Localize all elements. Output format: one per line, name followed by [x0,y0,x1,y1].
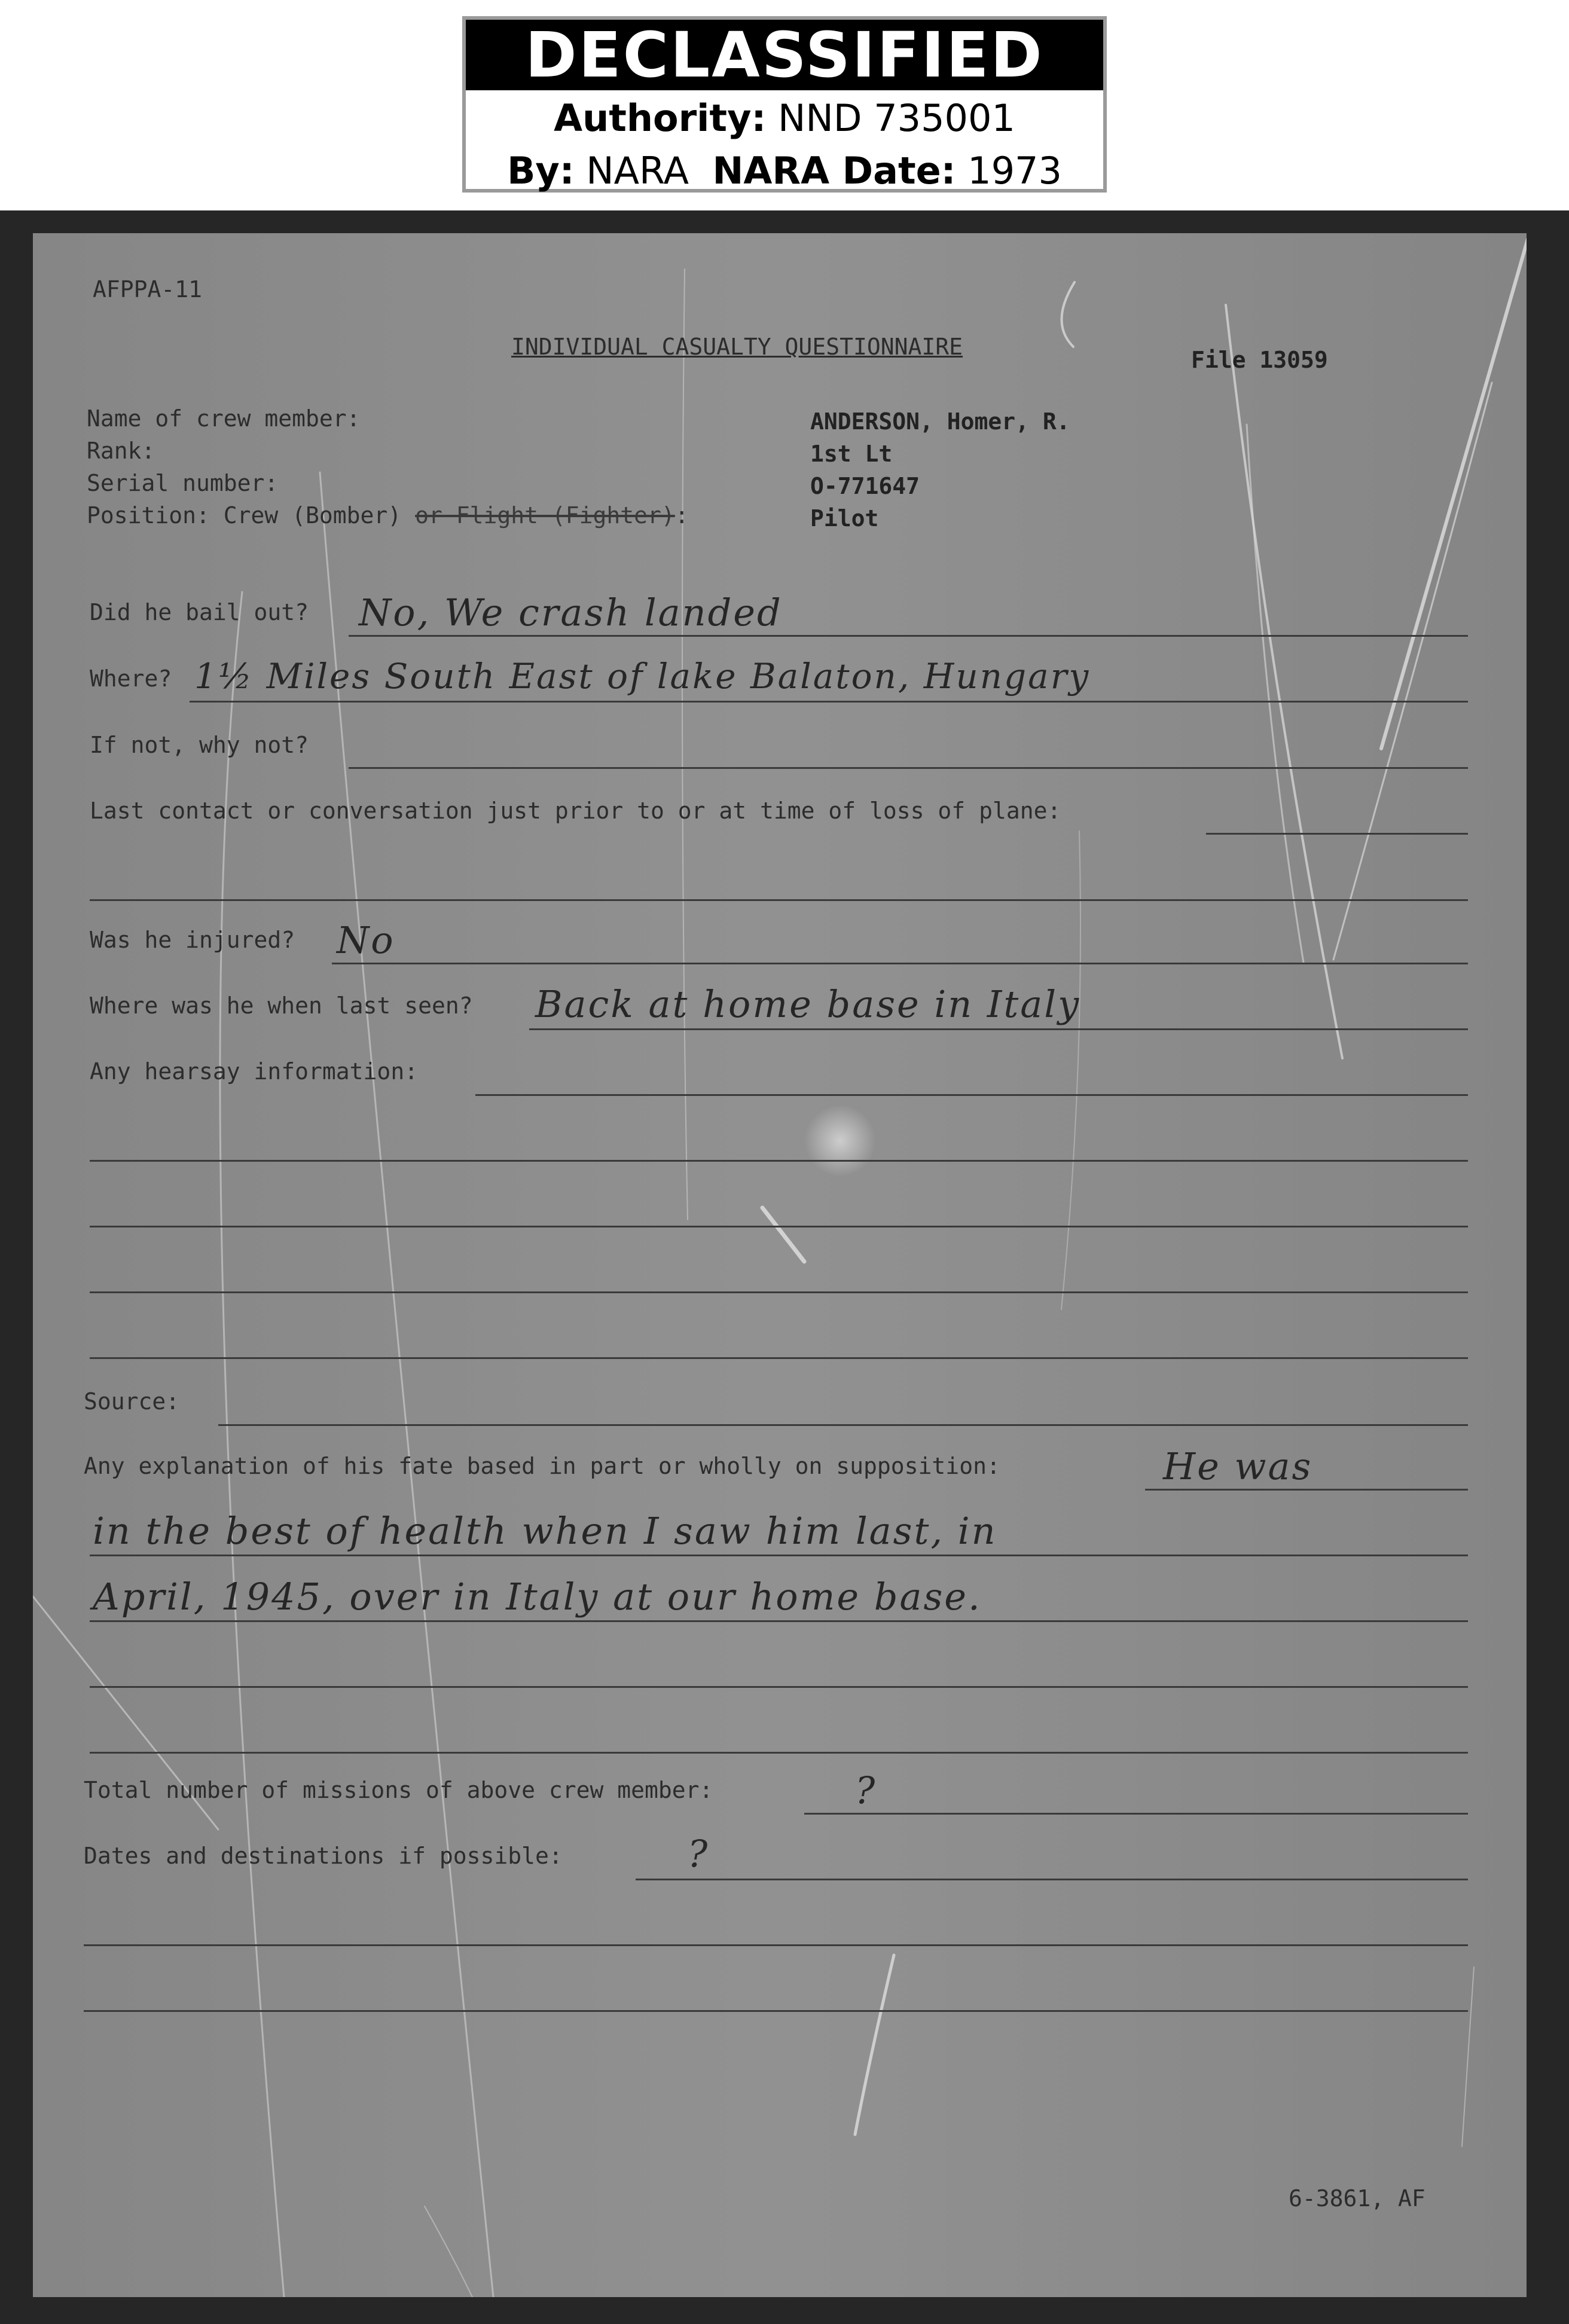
answer-last-seen: Back at home base in Italy [535,982,1081,1026]
question-bail-out: Did he bail out? [90,599,309,625]
value-position: Pilot [810,505,879,532]
stamp-date-label: NARA Date: [712,149,956,193]
scanned-document [0,210,1569,2324]
answer-line [804,1813,1468,1815]
answer-dates: ? [688,1832,710,1876]
answer-line [90,1752,1468,1754]
label-name: Name of crew member: [87,405,361,432]
stamp-by-date [466,146,1103,196]
value-rank: 1st Lt [810,441,893,467]
film-scratches [33,233,1527,2297]
value-name: ANDERSON, Homer, R. [810,408,1070,435]
label-position [87,502,689,529]
label-rank: Rank: [87,438,155,464]
answer-line [636,1879,1468,1880]
answer-line [90,899,1468,901]
answer-where-text: Miles South East of lake Balaton, Hungary [266,656,1091,697]
answer-line [84,2010,1468,2012]
stamp-by-label: By: [507,149,575,193]
stamp-authority [466,94,1103,143]
answer-line [1206,833,1468,835]
question-injured: Was he injured? [90,927,295,953]
stamp-authority-label: Authority: [554,96,767,140]
answer-line [84,1944,1468,1946]
declassified-stamp [462,16,1107,193]
stamp-date-value: 1973 [967,149,1062,193]
question-hearsay: Any hearsay information: [90,1058,419,1085]
answer-line [349,635,1468,637]
question-if-not: If not, why not? [90,732,309,758]
answer-line [90,1160,1468,1162]
question-dates: Dates and destinations if possible: [84,1843,563,1869]
form-code: AFPPA-11 [93,276,203,303]
stamp-authority-value: NND 735001 [778,96,1015,140]
answer-line [90,1357,1468,1359]
answer-missions: ? [855,1769,877,1812]
stamp-by-value: NARA [586,149,689,193]
value-serial: O-771647 [810,473,920,499]
answer-line [475,1094,1468,1096]
answer-line [218,1424,1468,1426]
questionnaire-page [33,233,1527,2297]
stamp-title: DECLASSIFIED [466,20,1103,90]
answer-line [332,963,1468,964]
question-explanation: Any explanation of his fate based in part or wholly on supposition: [84,1453,1000,1479]
form-number: 6-3861, AF [1289,2185,1425,2212]
label-position-suffix: : [674,502,689,529]
answer-explanation-3: April, 1945, over in Italy at our home base. [93,1575,982,1618]
answer-line [90,1686,1468,1688]
answer-injured: No [337,918,395,962]
question-source: Source: [84,1388,180,1415]
answer-line [90,1291,1468,1293]
answer-bail-out: No, We crash landed [359,591,783,634]
label-position-prefix: Position: Crew (Bomber) [87,502,402,529]
question-last-contact: Last contact or conversation just prior to or at time of loss of plane: [90,798,1061,824]
answer-line [349,767,1468,769]
answer-line [1145,1489,1468,1491]
question-where: Where? [90,665,172,692]
answer-line [90,1555,1468,1556]
answer-where [194,655,1090,697]
answer-line [529,1028,1468,1030]
answer-where-fraction: 1½ [194,656,254,697]
question-last-seen: Where was he when last seen? [90,992,473,1019]
label-position-struck: or Flight (Fighter) [415,502,675,529]
question-missions: Total number of missions of above crew member: [84,1777,713,1803]
answer-line [90,1226,1468,1227]
file-number: File 13059 [1191,347,1328,373]
answer-line [190,701,1468,703]
answer-explanation-2: in the best of health when I saw him last, in [93,1509,997,1553]
answer-line [90,1620,1468,1622]
label-serial: Serial number: [87,470,279,496]
document-title: INDIVIDUAL CASUALTY QUESTIONNAIRE [511,334,963,360]
answer-explanation-1: He was [1163,1445,1313,1488]
